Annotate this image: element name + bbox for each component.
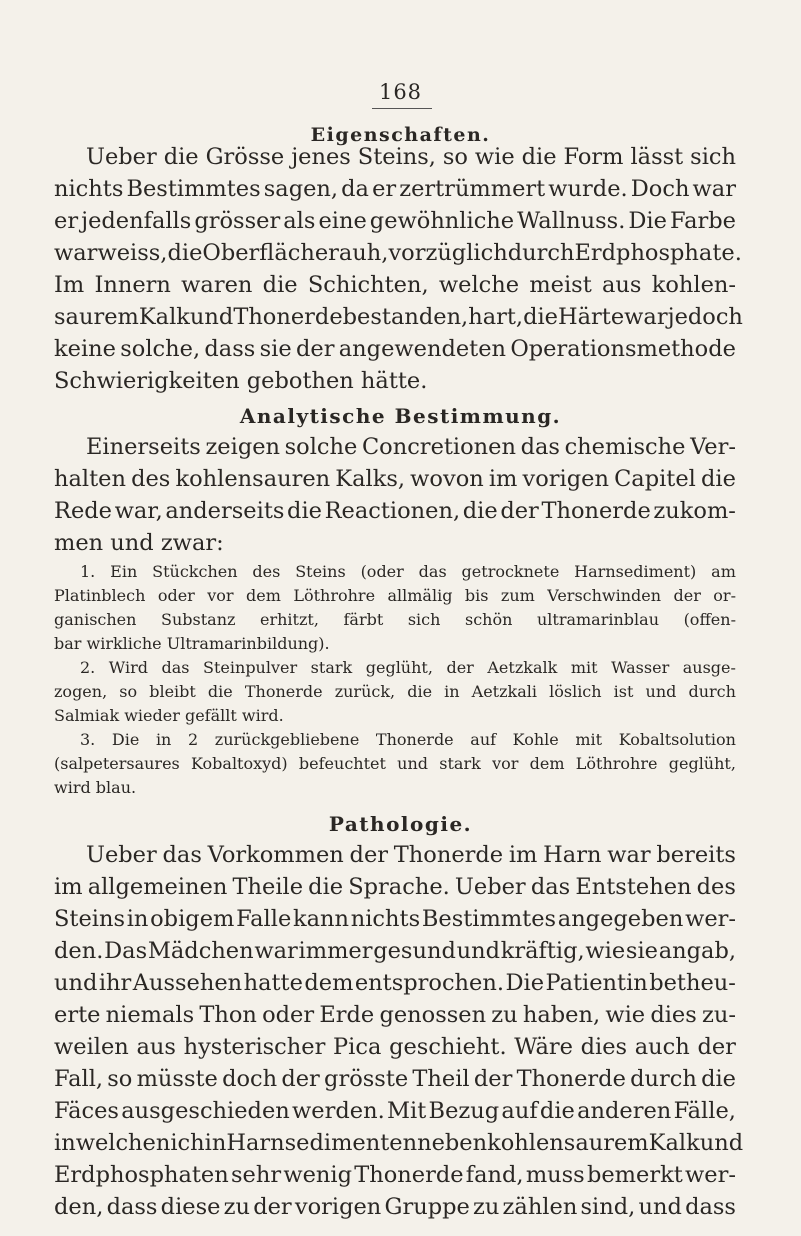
text-line: Fall, so müsste doch der grösste Theil der Thonerde durch die [54, 1066, 736, 1092]
list-item: (salpetersaures Kobaltoxyd) befeuchtet und stark vor dem Löthrohre geglüht, [54, 754, 736, 773]
list-item: 2. Wird das Steinpulver stark geglüht, der Aetzkalk mit Wasser ausge- [80, 658, 736, 677]
heading-pathologie: Pathologie. [328, 812, 473, 836]
text-line: men und zwar: [54, 530, 224, 556]
text-line: war weiss, die Oberfläche rauh, vorzüglich durch Erdphosphate. [54, 240, 742, 266]
heading-analytische-bestimmung: Analytische Bestimmung. [239, 404, 562, 428]
text-line: Rede war, anderseits die Reactionen, die der Thonerde zukom- [54, 498, 736, 524]
text-line: halten des kohlensauren Kalks, wovon im vorigen Capitel die [54, 466, 736, 492]
list-item: zogen, so bleibt die Thonerde zurück, die in Aetzkali löslich ist und durch [54, 682, 736, 701]
text-line: saurem Kalk und Thonerde bestanden, hart, die Härte war jedoch [54, 304, 743, 330]
text-line: Ueber die Grösse jenes Steins, so wie die Form lässt sich [86, 144, 736, 170]
list-item: 1. Ein Stückchen des Steins (oder das getrocknete Harnsediment) am [80, 562, 736, 581]
text-line: Schwierigkeiten gebothen hätte. [54, 368, 428, 394]
text-line: den, dass diese zu der vorigen Gruppe zu zählen sind, und dass [54, 1194, 736, 1220]
page-number: 168 [378, 80, 423, 104]
text-line: und ihr Aussehen hatte dem entsprochen. Die Patientin betheu- [54, 970, 736, 996]
heading-eigenschaften: Eigenschaften. [310, 124, 491, 146]
text-line: keine solche, dass sie der angewendeten Operationsmethode [54, 336, 736, 362]
list-item: Salmiak wieder gefällt wird. [54, 706, 284, 725]
text-line: Im Innern waren die Schichten, welche meist aus kohlen- [54, 272, 736, 298]
text-line: er jedenfalls grösser als eine gewöhnliche Wallnuss. Die Farbe [54, 208, 736, 234]
list-item: 3. Die in 2 zurückgebliebene Thonerde auf Kohle mit Kobaltsolution [80, 730, 736, 749]
text-line: Ueber das Vorkommen der Thonerde im Harn war bereits [86, 842, 736, 868]
list-item: bar wirkliche Ultramarinbildung). [54, 634, 330, 653]
page-number-rule [372, 108, 432, 109]
text-line: Steins in obigem Falle kann nichts Bestimmtes angegeben wer- [54, 906, 736, 932]
list-item: ganischen Substanz erhitzt, färbt sich schön ultramarinblau (offen- [54, 610, 736, 629]
text-line: nichts Bestimmtes sagen, da er zertrümmert wurde. Doch war [54, 176, 736, 202]
list-item: wird blau. [54, 778, 137, 797]
list-item: Platinblech oder vor dem Löthrohre allmälig bis zum Verschwinden der or- [54, 586, 736, 605]
text-line: Einerseits zeigen solche Concretionen das chemische Ver- [86, 434, 736, 460]
text-line: in welchen ich in Harnsedimenten neben kohlensaurem Kalk und [54, 1130, 744, 1156]
text-line: erte niemals Thon oder Erde genossen zu haben, wie dies zu- [54, 1002, 736, 1028]
text-line: im allgemeinen Theile die Sprache. Ueber das Entstehen des [54, 874, 736, 900]
text-line: weilen aus hysterischer Pica geschieht. Wäre dies auch der [54, 1034, 736, 1060]
text-line: Erdphosphaten sehr wenig Thonerde fand, muss bemerkt wer- [54, 1162, 736, 1188]
text-line: den. Das Mädchen war immer gesund und kräftig, wie sie angab, [54, 938, 736, 964]
text-line: Fäces ausgeschieden werden. Mit Bezug auf die anderen Fälle, [54, 1098, 736, 1124]
